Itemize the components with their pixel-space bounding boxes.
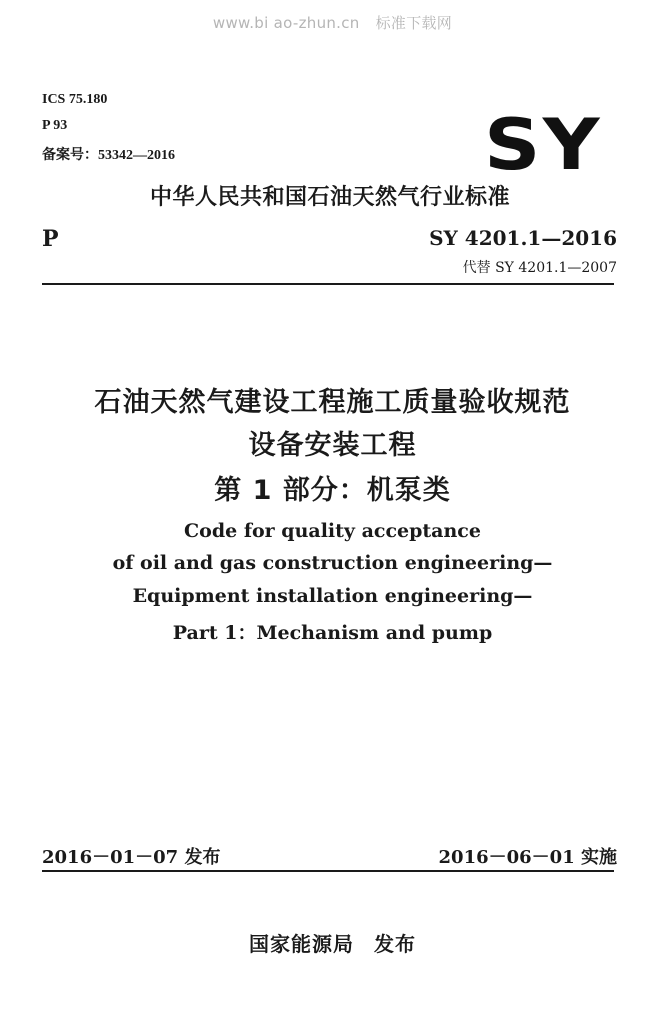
- title-cn-line2: 设备安装工程: [248, 430, 417, 461]
- watermark-site: 标准下载网: [375, 14, 453, 32]
- title-cn-line1: 石油天然气建设工程施工质量验收规范: [94, 387, 571, 418]
- ccs-code: P 93: [42, 118, 68, 133]
- title-en-line4: Part 1：Mechanism and pump: [172, 622, 493, 644]
- publisher: [0, 928, 665, 957]
- publisher-action: 发布: [374, 932, 416, 956]
- effective-date: 2016－06－01 实施: [438, 847, 617, 868]
- title-en-line3: Equipment installation engineering—: [132, 585, 533, 607]
- header-rule: [42, 283, 614, 285]
- issue-date: 2016－01－07 发布: [42, 847, 221, 868]
- standard-number: SY 4201.1—2016: [429, 226, 617, 250]
- watermark-url: www.bi ao-zhun.cn: [212, 14, 360, 32]
- watermark: [0, 12, 665, 33]
- title-cn-line3: 第 1 部分：机泵类: [214, 475, 451, 506]
- publisher-name: 国家能源局: [249, 932, 354, 956]
- filing-number: 备案号：53342—2016: [42, 148, 175, 163]
- replaces-note: 代替 SY 4201.1—2007: [462, 260, 617, 276]
- category-letter: P: [42, 226, 59, 252]
- ics-code: ICS 75.180: [42, 92, 108, 107]
- title-en-line1: Code for quality acceptance: [184, 520, 481, 542]
- sy-logo: SY: [484, 104, 602, 186]
- footer-rule: [42, 870, 614, 872]
- title-en-line2: of oil and gas construction engineering—: [112, 552, 553, 574]
- standard-type: 中华人民共和国石油天然气行业标准: [150, 185, 511, 210]
